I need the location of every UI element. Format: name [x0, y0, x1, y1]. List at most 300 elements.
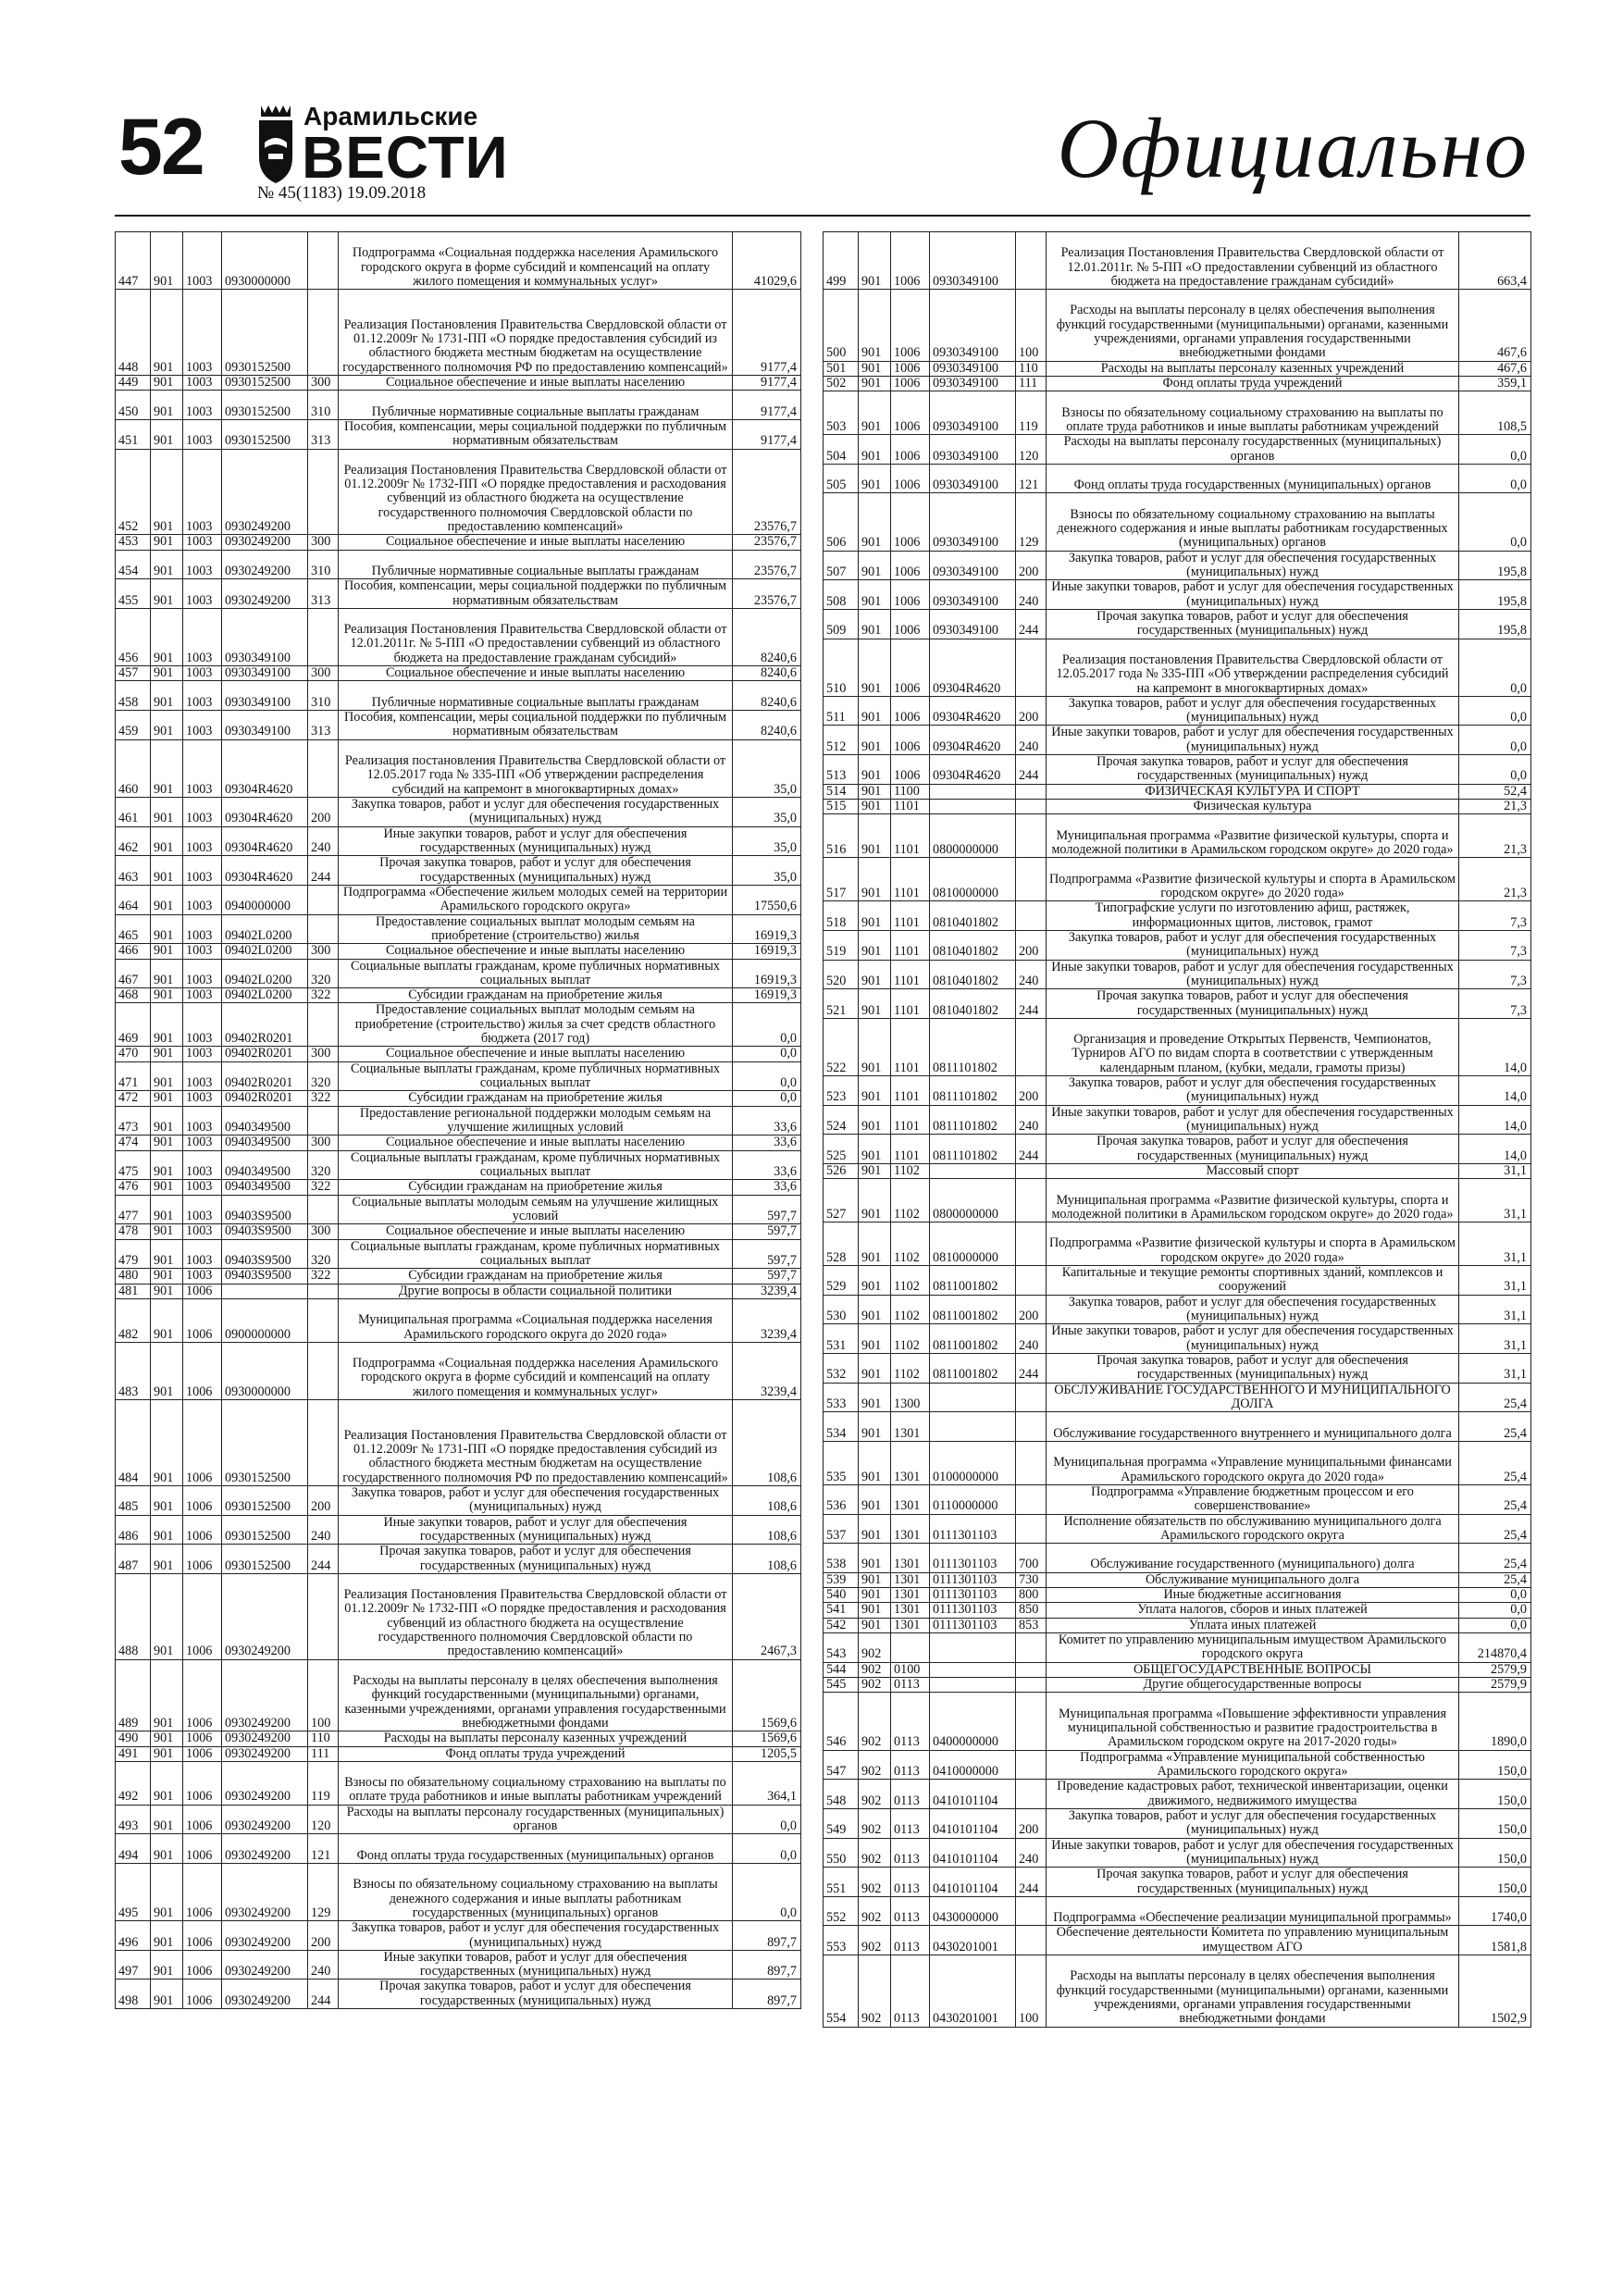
section-code-cell: 1006	[891, 361, 930, 376]
table-row	[116, 419, 801, 449]
table-row	[116, 1269, 801, 1284]
expenditure-name-cell: Расходы на выплаты персоналу казенных учреждений	[1047, 361, 1459, 376]
target-code-cell: 0430000000	[930, 1896, 1016, 1926]
expense-type-cell	[1016, 1662, 1047, 1677]
expense-type-cell: 244	[1016, 989, 1047, 1019]
expense-type-cell: 129	[1016, 493, 1047, 551]
target-code-cell: 0111301103	[930, 1588, 1016, 1603]
expenditure-name-cell: ОБСЛУЖИВАНИЕ ГОСУДАРСТВЕННОГО И МУНИЦИПАЛЬНОГО ДОЛГА	[1047, 1383, 1459, 1412]
table-row	[116, 1239, 801, 1269]
target-code-cell: 0111301103	[930, 1603, 1016, 1618]
table-row	[116, 290, 801, 376]
row-number-cell: 457	[116, 666, 151, 681]
expenditure-name-cell: Прочая закупка товаров, работ и услуг для обеспечения государственных (муниципальных) нужд	[1047, 609, 1459, 639]
section-code-cell: 1300	[891, 1383, 930, 1412]
table-row	[824, 639, 1531, 696]
gr-code-cell: 901	[859, 1164, 891, 1179]
amount-cell: 16919,3	[733, 944, 801, 959]
amount-cell: 33,6	[733, 1106, 801, 1136]
gr-code-cell: 901	[859, 580, 891, 610]
target-code-cell: 09304R4620	[930, 639, 1016, 696]
expense-type-cell: 300	[308, 1136, 339, 1150]
expense-type-cell: 110	[1016, 361, 1047, 376]
target-code-cell: 0930349100	[930, 361, 1016, 376]
amount-cell: 21,3	[1459, 800, 1531, 814]
section-code-cell: 1101	[891, 858, 930, 901]
section-code-cell: 1003	[183, 535, 222, 550]
expenditure-name-cell: Прочая закупка товаров, работ и услуг для обеспечения государственных (муниципальных) нужд	[339, 1980, 733, 2009]
target-code-cell: 0930249200	[222, 1805, 308, 1834]
section-code-cell: 1006	[183, 1980, 222, 2009]
expense-type-cell: 240	[308, 826, 339, 856]
target-code-cell: 0410101104	[930, 1868, 1016, 1897]
gr-code-cell: 901	[151, 1061, 183, 1091]
gr-code-cell: 901	[151, 1239, 183, 1269]
expenditure-name-cell: Взносы по обязательному социальному страхованию на выплаты денежного содержания и иные выплаты работникам государственных (муниципальных) органов	[339, 1863, 733, 1920]
row-number-cell: 540	[824, 1588, 859, 1603]
target-code-cell: 09403S9500	[222, 1269, 308, 1284]
gr-code-cell: 901	[151, 1573, 183, 1659]
gr-code-cell: 901	[151, 666, 183, 681]
table-row	[116, 1545, 801, 1574]
target-code-cell: 0930249200	[222, 1659, 308, 1731]
table-row	[824, 464, 1531, 493]
expense-type-cell: 200	[1016, 551, 1047, 580]
table-row	[824, 1164, 1531, 1179]
section-code-cell: 1101	[891, 1135, 930, 1164]
section-code-cell: 1006	[183, 1400, 222, 1486]
gr-code-cell: 901	[151, 419, 183, 449]
section-code-cell: 1006	[183, 1950, 222, 1980]
section-code-cell: 1102	[891, 1324, 930, 1354]
table-row	[116, 1091, 801, 1106]
expense-type-cell: 240	[308, 1950, 339, 1980]
target-code-cell: 0930000000	[222, 232, 308, 290]
row-number-cell: 484	[116, 1400, 151, 1486]
section-code-cell: 1003	[183, 579, 222, 609]
section-code-cell: 1003	[183, 1106, 222, 1136]
amount-cell: 1569,6	[733, 1659, 801, 1731]
gr-code-cell: 901	[151, 449, 183, 535]
amount-cell: 31,1	[1459, 1324, 1531, 1354]
target-code-cell: 0811001802	[930, 1324, 1016, 1354]
expense-type-cell: 100	[308, 1659, 339, 1731]
gr-code-cell: 901	[859, 858, 891, 901]
row-number-cell: 459	[116, 711, 151, 740]
table-row	[116, 1834, 801, 1864]
expense-type-cell: 320	[308, 1061, 339, 1091]
section-code-cell: 1301	[891, 1514, 930, 1544]
gr-code-cell: 901	[151, 1731, 183, 1746]
row-number-cell: 506	[824, 493, 859, 551]
amount-cell: 1740,0	[1459, 1896, 1531, 1926]
section-code-cell: 1003	[183, 608, 222, 665]
expenditure-name-cell: Пособия, компенсации, меры социальной поддержки по публичным нормативным обязательствам	[339, 579, 733, 609]
gr-code-cell: 902	[859, 1926, 891, 1955]
section-code-cell: 1006	[183, 1573, 222, 1659]
expense-type-cell: 240	[308, 1515, 339, 1545]
section-code-cell: 0113	[891, 1693, 930, 1750]
section-code-cell: 1006	[891, 435, 930, 465]
target-code-cell: 0811101802	[930, 1135, 1016, 1164]
table-row	[116, 550, 801, 579]
table-row	[824, 1868, 1531, 1897]
expenditure-name-cell: Расходы на выплаты персоналу в целях обеспечения выполнения функций государственными (муниципальными) органами, казенными учреждениями, органами управления государственными внебюджетными фондами	[1047, 1955, 1459, 2028]
amount-cell: 35,0	[733, 739, 801, 797]
row-number-cell: 508	[824, 580, 859, 610]
amount-cell: 0,0	[733, 1863, 801, 1920]
section-code-cell: 0113	[891, 1896, 930, 1926]
expenditure-name-cell: Массовый спорт	[1047, 1164, 1459, 1179]
target-code-cell: 0430201001	[930, 1955, 1016, 2028]
amount-cell: 7,3	[1459, 989, 1531, 1019]
gr-code-cell: 901	[859, 377, 891, 391]
target-code-cell: 0430201001	[930, 1926, 1016, 1955]
table-row	[824, 290, 1531, 362]
row-number-cell: 509	[824, 609, 859, 639]
table-row	[824, 1295, 1531, 1324]
table-row	[116, 797, 801, 826]
table-row	[824, 1135, 1531, 1164]
amount-cell: 1581,8	[1459, 1926, 1531, 1955]
expenditure-name-cell: Расходы на выплаты персоналу государственных (муниципальных) органов	[339, 1805, 733, 1834]
section-code-cell: 1101	[891, 901, 930, 931]
gr-code-cell: 901	[859, 435, 891, 465]
table-row	[824, 435, 1531, 465]
target-code-cell: 0810401802	[930, 901, 1016, 931]
gr-code-cell: 901	[151, 944, 183, 959]
amount-cell: 31,1	[1459, 1266, 1531, 1296]
expenditure-name-cell: Субсидии гражданам на приобретение жилья	[339, 988, 733, 1003]
gr-code-cell: 901	[859, 1354, 891, 1384]
row-number-cell: 471	[116, 1061, 151, 1091]
table-row	[824, 1750, 1531, 1780]
expense-type-cell: 300	[308, 375, 339, 390]
table-row	[116, 944, 801, 959]
table-row	[824, 1633, 1531, 1663]
amount-cell: 150,0	[1459, 1838, 1531, 1868]
amount-cell: 25,4	[1459, 1514, 1531, 1544]
gr-code-cell: 901	[859, 814, 891, 858]
section-code-cell: 1006	[183, 1731, 222, 1746]
table-row	[824, 960, 1531, 989]
amount-cell: 0,0	[733, 1091, 801, 1106]
amount-cell: 7,3	[1459, 901, 1531, 931]
amount-cell: 108,6	[733, 1400, 801, 1486]
target-code-cell: 0930152500	[222, 1545, 308, 1574]
expenditure-name-cell: Подпрограмма «Управление муниципальной собственностью Арамильского городского округа»	[1047, 1750, 1459, 1780]
expense-type-cell	[308, 1573, 339, 1659]
expense-type-cell: 200	[1016, 930, 1047, 960]
table-row	[116, 608, 801, 665]
target-code-cell: 0930349100	[930, 377, 1016, 391]
gr-code-cell: 902	[859, 1633, 891, 1663]
amount-cell: 8240,6	[733, 608, 801, 665]
target-code-cell: 0800000000	[930, 814, 1016, 858]
amount-cell: 9177,4	[733, 290, 801, 376]
target-code-cell: 09402R0201	[222, 1091, 308, 1106]
gr-code-cell: 901	[151, 1195, 183, 1224]
gr-code-cell: 901	[859, 1618, 891, 1632]
expense-type-cell: 300	[308, 1224, 339, 1239]
amount-cell: 0,0	[1459, 1618, 1531, 1632]
table-row	[824, 1018, 1531, 1075]
target-code-cell: 0930349100	[930, 580, 1016, 610]
target-code-cell: 0930349100	[222, 711, 308, 740]
gr-code-cell: 901	[151, 1091, 183, 1106]
expense-type-cell: 200	[308, 1485, 339, 1515]
gr-code-cell: 901	[151, 1485, 183, 1515]
section-code-cell: 1301	[891, 1544, 930, 1573]
amount-cell: 9177,4	[733, 419, 801, 449]
table-row	[824, 1896, 1531, 1926]
table-row	[116, 535, 801, 550]
gr-code-cell: 901	[859, 1179, 891, 1222]
expense-type-cell: 110	[308, 1731, 339, 1746]
row-number-cell: 452	[116, 449, 151, 535]
section-code-cell: 0113	[891, 1926, 930, 1955]
amount-cell: 31,1	[1459, 1354, 1531, 1384]
amount-cell: 25,4	[1459, 1544, 1531, 1573]
gr-code-cell: 901	[859, 800, 891, 814]
table-row	[824, 1442, 1531, 1485]
section-code-cell: 1003	[183, 1003, 222, 1047]
row-number-cell: 533	[824, 1383, 859, 1412]
expense-type-cell: 313	[308, 579, 339, 609]
target-code-cell: 09304R4620	[930, 696, 1016, 726]
section-code-cell: 1006	[891, 580, 930, 610]
section-code-cell: 1102	[891, 1295, 930, 1324]
table-row	[824, 1324, 1531, 1354]
row-number-cell: 448	[116, 290, 151, 376]
target-code-cell: 0410000000	[930, 1750, 1016, 1780]
amount-cell: 467,6	[1459, 290, 1531, 362]
target-code-cell: 0900000000	[222, 1299, 308, 1343]
amount-cell: 8240,6	[733, 666, 801, 681]
table-row	[116, 1950, 801, 1980]
expense-type-cell	[308, 1299, 339, 1343]
expense-type-cell: 320	[308, 1150, 339, 1180]
expenditure-name-cell: Фонд оплаты труда государственных (муниципальных) органов	[1047, 464, 1459, 493]
gr-code-cell: 902	[859, 1838, 891, 1868]
brand-name-top: Арамильские	[304, 102, 478, 130]
gr-code-cell: 902	[859, 1662, 891, 1677]
row-number-cell: 524	[824, 1105, 859, 1135]
expenditure-name-cell: Иные закупки товаров, работ и услуг для обеспечения государственных (муниципальных) нужд	[1047, 960, 1459, 989]
expense-type-cell	[1016, 858, 1047, 901]
section-code-cell: 1301	[891, 1618, 930, 1632]
target-code-cell: 0930249200	[222, 1573, 308, 1659]
row-number-cell: 450	[116, 391, 151, 420]
amount-cell: 195,8	[1459, 551, 1531, 580]
gr-code-cell: 902	[859, 1808, 891, 1838]
amount-cell: 31,1	[1459, 1295, 1531, 1324]
row-number-cell: 465	[116, 914, 151, 944]
target-code-cell: 09403S9500	[222, 1195, 308, 1224]
target-code-cell: 0811001802	[930, 1266, 1016, 1296]
section-code-cell: 1003	[183, 1136, 222, 1150]
target-code-cell: 0930349100	[930, 232, 1016, 290]
row-number-cell: 462	[116, 826, 151, 856]
expenditure-name-cell: Закупка товаров, работ и услуг для обеспечения государственных (муниципальных) нужд	[1047, 696, 1459, 726]
table-row	[116, 681, 801, 711]
gr-code-cell: 901	[151, 1515, 183, 1545]
target-code-cell: 0930152500	[222, 1515, 308, 1545]
section-code-cell: 0113	[891, 1868, 930, 1897]
target-code-cell: 0940349500	[222, 1106, 308, 1136]
section-code-cell: 1006	[891, 639, 930, 696]
table-row	[824, 930, 1531, 960]
table-row	[116, 1805, 801, 1834]
section-code-cell: 1101	[891, 930, 930, 960]
expense-type-cell: 300	[308, 666, 339, 681]
amount-cell: 150,0	[1459, 1808, 1531, 1838]
section-code-cell: 1006	[891, 696, 930, 726]
section-code-cell: 1101	[891, 1076, 930, 1106]
target-code-cell: 0800000000	[930, 1179, 1016, 1222]
amount-cell: 14,0	[1459, 1105, 1531, 1135]
table-row	[116, 739, 801, 797]
amount-cell: 0,0	[1459, 696, 1531, 726]
table-row	[824, 1678, 1531, 1693]
target-code-cell: 0940349500	[222, 1150, 308, 1180]
header-rule	[115, 215, 1530, 217]
amount-cell: 14,0	[1459, 1018, 1531, 1075]
table-row	[116, 1342, 801, 1399]
section-code-cell: 1006	[183, 1515, 222, 1545]
table-row	[116, 449, 801, 535]
amount-cell: 3239,4	[733, 1299, 801, 1343]
row-number-cell: 476	[116, 1180, 151, 1195]
expenditure-name-cell: Прочая закупка товаров, работ и услуг для обеспечения государственных (муниципальных) нужд	[1047, 755, 1459, 785]
row-number-cell: 488	[116, 1573, 151, 1659]
amount-cell: 0,0	[733, 1003, 801, 1047]
expense-type-cell: 310	[308, 391, 339, 420]
row-number-cell: 536	[824, 1484, 859, 1514]
gr-code-cell: 901	[151, 232, 183, 290]
expenditure-name-cell: Реализация Постановления Правительства Свердловской области от 12.01.2011г. № 5-ПП «О предоставлении субвенций из областного бюджета на предоставление гражданам субсидий»	[1047, 232, 1459, 290]
table-row	[116, 666, 801, 681]
row-number-cell: 517	[824, 858, 859, 901]
expenditure-name-cell: Социальные выплаты молодым семьям на улучшение жилищных условий	[339, 1195, 733, 1224]
gr-code-cell: 901	[859, 1514, 891, 1544]
expenditure-name-cell: Проведение кадастровых работ, технической инвентаризации, оценки движимого, недвижимого имущества	[1047, 1780, 1459, 1809]
section-code-cell: 1006	[183, 1659, 222, 1731]
expense-type-cell	[308, 290, 339, 376]
table-row	[116, 375, 801, 390]
expenditure-name-cell: ОБЩЕГОСУДАРСТВЕННЫЕ ВОПРОСЫ	[1047, 1662, 1459, 1677]
table-row	[116, 391, 801, 420]
amount-cell: 0,0	[733, 1061, 801, 1091]
expense-type-cell	[308, 914, 339, 944]
expense-type-cell: 320	[308, 959, 339, 988]
row-number-cell: 526	[824, 1164, 859, 1179]
amount-cell: 108,6	[733, 1545, 801, 1574]
amount-cell: 0,0	[733, 1834, 801, 1864]
expenditure-name-cell: Социальные выплаты гражданам, кроме публичных нормативных социальных выплат	[339, 1150, 733, 1180]
amount-cell: 35,0	[733, 826, 801, 856]
expenditure-name-cell: Подпрограмма «Социальная поддержка населения Арамильского городского округа в форме субсидий и компенсаций на оплату жилого помещения и коммунальных услуг»	[339, 232, 733, 290]
gr-code-cell: 902	[859, 1780, 891, 1809]
section-code-cell: 1006	[891, 551, 930, 580]
row-number-cell: 512	[824, 726, 859, 755]
row-number-cell: 463	[116, 856, 151, 886]
amount-cell: 0,0	[733, 1047, 801, 1061]
gr-code-cell: 901	[151, 797, 183, 826]
gr-code-cell: 901	[859, 1544, 891, 1573]
table-row	[824, 1514, 1531, 1544]
section-code-cell: 1006	[891, 755, 930, 785]
row-number-cell: 521	[824, 989, 859, 1019]
expense-type-cell	[1016, 1896, 1047, 1926]
target-code-cell	[930, 1383, 1016, 1412]
expense-type-cell	[1016, 1926, 1047, 1955]
section-code-cell: 1003	[183, 988, 222, 1003]
amount-cell: 0,0	[1459, 726, 1531, 755]
table-row	[824, 755, 1531, 785]
table-row	[824, 1603, 1531, 1618]
row-number-cell: 537	[824, 1514, 859, 1544]
row-number-cell: 453	[116, 535, 151, 550]
expense-type-cell: 300	[308, 944, 339, 959]
expenditure-name-cell: Социальные выплаты гражданам, кроме публичных нормативных социальных выплат	[339, 1061, 733, 1091]
section-code-cell: 1102	[891, 1222, 930, 1266]
gr-code-cell: 901	[859, 784, 891, 799]
target-code-cell: 0810401802	[930, 960, 1016, 989]
gr-code-cell: 901	[151, 1545, 183, 1574]
section-code-cell: 1003	[183, 666, 222, 681]
expenditure-name-cell: Подпрограмма «Обеспечение жильем молодых семей на территории Арамильского городского округа»	[339, 885, 733, 914]
table-row	[116, 1150, 801, 1180]
target-code-cell: 0930249200	[222, 449, 308, 535]
target-code-cell: 0100000000	[930, 1442, 1016, 1485]
amount-cell: 2579,9	[1459, 1678, 1531, 1693]
section-code-cell: 0113	[891, 1780, 930, 1809]
expenditure-name-cell: Расходы на выплаты персоналу казенных учреждений	[339, 1731, 733, 1746]
gr-code-cell: 901	[151, 579, 183, 609]
target-code-cell: 0811001802	[930, 1295, 1016, 1324]
expense-type-cell: 240	[1016, 960, 1047, 989]
gr-code-cell: 902	[859, 1750, 891, 1780]
expense-type-cell	[1016, 1750, 1047, 1780]
gr-code-cell: 902	[859, 1868, 891, 1897]
gr-code-cell: 901	[859, 1442, 891, 1485]
amount-cell: 33,6	[733, 1136, 801, 1150]
table-row	[824, 1955, 1531, 2028]
expenditure-name-cell: Субсидии гражданам на приобретение жилья	[339, 1180, 733, 1195]
expense-type-cell: 244	[1016, 1135, 1047, 1164]
gr-code-cell: 901	[859, 232, 891, 290]
amount-cell: 33,6	[733, 1180, 801, 1195]
expenditure-name-cell: Социальные выплаты гражданам, кроме публичных нормативных социальных выплат	[339, 959, 733, 988]
expense-type-cell	[308, 608, 339, 665]
expenditure-name-cell: Подпрограмма «Управление бюджетным процессом и его совершенствование»	[1047, 1484, 1459, 1514]
target-code-cell: 0930249200	[222, 535, 308, 550]
gr-code-cell: 901	[151, 1180, 183, 1195]
target-code-cell: 0930349100	[930, 493, 1016, 551]
expenditure-name-cell: Прочая закупка товаров, работ и услуг для обеспечения государственных (муниципальных) нужд	[339, 856, 733, 886]
expenditure-name-cell: Подпрограмма «Обеспечение реализации муниципальной программы»	[1047, 1896, 1459, 1926]
amount-cell: 9177,4	[733, 391, 801, 420]
row-number-cell: 527	[824, 1179, 859, 1222]
target-code-cell: 09402R0201	[222, 1047, 308, 1061]
amount-cell: 2579,9	[1459, 1662, 1531, 1677]
row-number-cell: 461	[116, 797, 151, 826]
section-code-cell: 1003	[183, 914, 222, 944]
target-code-cell: 0811101802	[930, 1018, 1016, 1075]
target-code-cell: 09304R4620	[930, 755, 1016, 785]
section-code-cell: 1003	[183, 885, 222, 914]
